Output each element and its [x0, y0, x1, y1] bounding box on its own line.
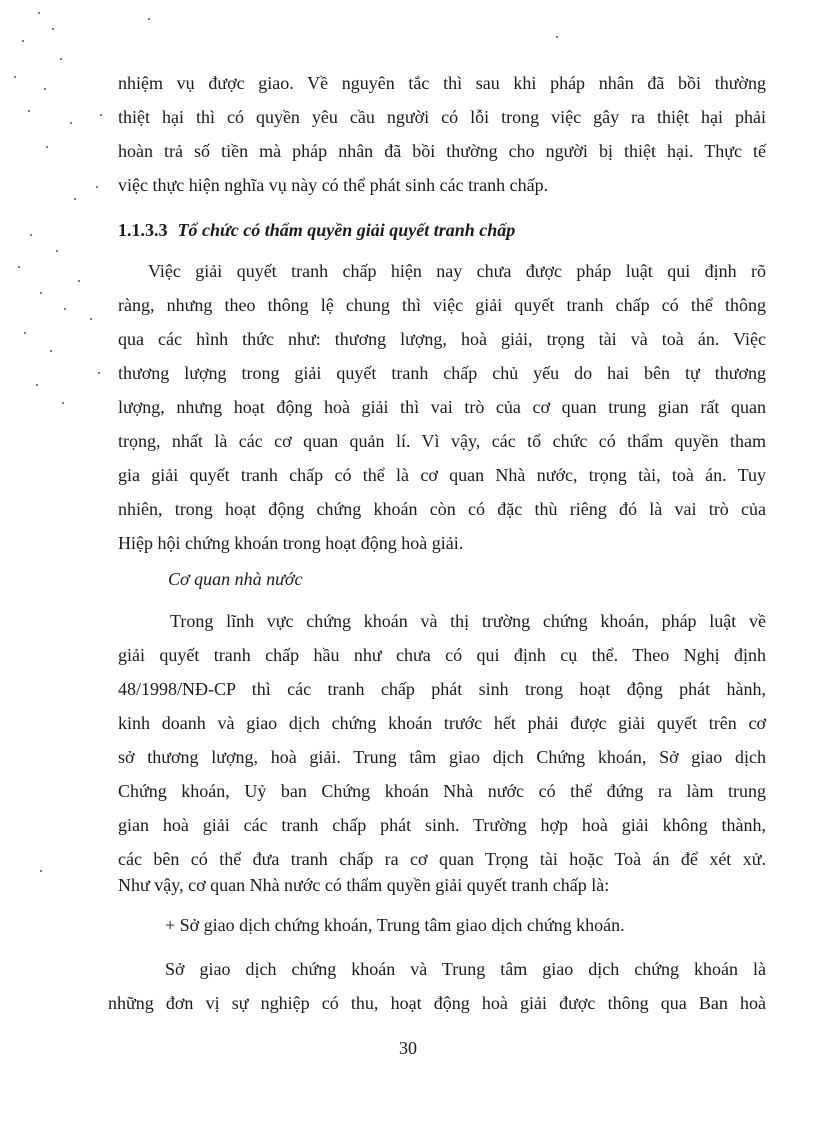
text-line: Hiệp hội chứng khoán trong hoạt động hoà giải.	[118, 533, 464, 553]
page-number: 30	[399, 1038, 417, 1058]
text-line: Sở giao dịch chứng khoán và Trung tâm giao dịch chứng khoán là	[165, 959, 766, 979]
text-line: sở thương lượng, hoà giải. Trung tâm giao dịch Chứng khoán, Sở giao dịch	[118, 747, 766, 767]
text-line: trọng, nhất là các cơ quan quản lí. Vì vậy, các tổ chức có thẩm quyền tham	[118, 431, 766, 451]
text-line: nhiệm vụ được giao. Về nguyên tắc thì sau khi pháp nhân đã bồi thường	[118, 73, 766, 93]
text-line: thiệt hại thì có quyền yêu cầu người có lỗi trong việc gây ra thiệt hại phải	[118, 107, 766, 127]
text-line: kinh doanh và giao dịch chứng khoán trước hết phải được giải quyết trên cơ	[118, 713, 766, 733]
text-line: Chứng khoán, Uỷ ban Chứng khoán Nhà nước có thể đứng ra làm trung	[118, 781, 766, 801]
text-line: Như vậy, cơ quan Nhà nước có thẩm quyền giải quyết tranh chấp là:	[118, 875, 610, 895]
section-title: Tổ chức có thẩm quyền giải quyết tranh chấp	[177, 220, 516, 240]
text-line: 48/1998/NĐ-CP thì các tranh chấp phát sinh trong hoạt động phát hành,	[118, 679, 766, 699]
text-line: Trong lĩnh vực chứng khoán và thị trường chứng khoán, pháp luật về	[170, 611, 766, 631]
text-line: các bên có thể đưa tranh chấp ra cơ quan Trọng tài hoặc Toà án để xét xử.	[118, 849, 766, 869]
section-number: 1.1.3.3	[118, 220, 168, 240]
text-line: nhiên, trong hoạt động chứng khoán còn có đặc thù riêng đó là vai trò của	[118, 499, 766, 519]
text-line: việc thực hiện nghĩa vụ này có thể phát sinh các tranh chấp.	[118, 175, 549, 195]
text-line: hoàn trả số tiền mà pháp nhân đã bồi thường cho người bị thiệt hại. Thực tế	[118, 141, 766, 161]
text-line: gian hoà giải các tranh chấp phát sinh. Trường hợp hoà giải không thành,	[118, 815, 766, 835]
text-line: gia giải quyết tranh chấp có thể là cơ quan Nhà nước, trọng tài, toà án. Tuy	[118, 465, 766, 485]
text-line: những đơn vị sự nghiệp có thu, hoạt động hoà giải được thông qua Ban hoà	[108, 993, 766, 1013]
text-line: Việc giải quyết tranh chấp hiện nay chưa được pháp luật qui định rõ	[148, 261, 766, 281]
text-line: lượng, nhưng hoạt động hoà giải thì vai trò của cơ quan trung gian rất quan	[118, 397, 766, 417]
text-line: giải quyết tranh chấp hầu như chưa có qui định cụ thể. Theo Nghị định	[118, 645, 766, 665]
text-line: ràng, nhưng theo thông lệ chung thì việc giải quyết tranh chấp có thể thông	[118, 295, 766, 315]
section-heading	[118, 219, 515, 241]
text-line: qua các hình thức như: thương lượng, hoà giải, trọng tài và toà án. Việc	[118, 329, 766, 349]
text-line: thương lượng trong giải quyết tranh chấp chủ yếu do hai bên tự thương	[118, 363, 766, 383]
subheading: Cơ quan nhà nước	[168, 569, 303, 589]
bullet-item: + Sở giao dịch chứng khoán, Trung tâm giao dịch chứng khoán.	[165, 915, 625, 935]
